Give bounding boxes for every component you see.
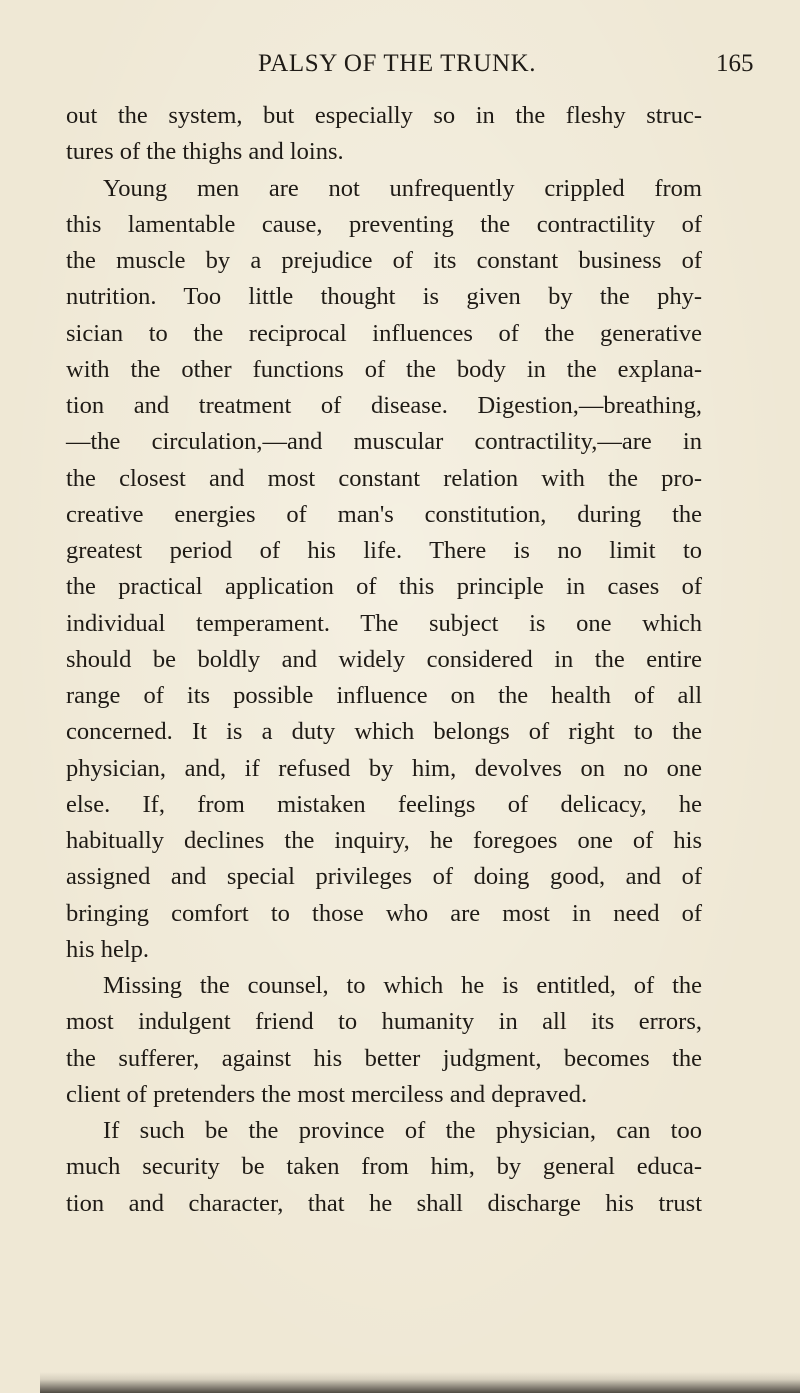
text-line: his help.	[66, 935, 150, 963]
text-line: out the system, but especially so in the fleshy struc-	[66, 102, 702, 129]
page-bottom-edge	[40, 1372, 800, 1393]
running-header	[0, 50, 800, 90]
text-line: assigned and special privileges of doing good, and of	[66, 863, 702, 891]
text-line: habitually declines the inquiry, he foregoes one of his	[66, 827, 702, 854]
text-line: with the other functions of the body in the explana-	[66, 355, 702, 383]
text-line: bringing comfort to those who are most in need of	[66, 899, 702, 927]
text-line: range of its possible influence on the health of all	[66, 682, 702, 709]
text-line: client of pretenders the most merciless and depraved.	[66, 1080, 588, 1108]
running-title: PALSY OF THE TRUNK.	[258, 50, 537, 77]
text-line: tures of the thighs and loins.	[66, 138, 344, 166]
text-line: physician, and, if refused by him, devolves on no one	[66, 754, 702, 782]
text-line: creative energies of man's constitution, during the	[66, 500, 702, 528]
text-line: much security be taken from him, by general educa-	[66, 1153, 702, 1181]
text-line: the sufferer, against his better judgment, becomes the	[66, 1044, 702, 1072]
text-line: should be boldly and widely considered in the entire	[66, 645, 702, 673]
page-number: 165	[716, 50, 754, 77]
text-line: —the circulation,—and muscular contractility,—are in	[66, 428, 702, 456]
text-line: individual temperament. The subject is one which	[66, 609, 702, 637]
text-line: sician to the reciprocal influences of the generative	[66, 319, 702, 347]
body-text	[66, 98, 702, 1222]
text-line: the muscle by a prejudice of its constant business of	[66, 247, 702, 274]
text-line: greatest period of his life. There is no limit to	[66, 537, 702, 564]
paragraph-start-line: Missing the counsel, to which he is entitled, of the	[103, 972, 702, 999]
text-line: tion and treatment of disease. Digestion,—breathing,	[66, 392, 702, 419]
paragraph-start-line: Young men are not unfrequently crippled from	[103, 174, 702, 202]
paragraph-start-line: If such be the province of the physician, can too	[103, 1117, 702, 1144]
text-line: the closest and most constant relation with the pro-	[66, 464, 702, 492]
text-line: this lamentable cause, preventing the contractility of	[66, 210, 702, 238]
text-line: tion and character, that he shall discharge his trust	[66, 1189, 702, 1217]
text-line: nutrition. Too little thought is given by the phy-	[66, 283, 702, 311]
text-line: else. If, from mistaken feelings of delicacy, he	[66, 790, 702, 818]
text-line: most indulgent friend to humanity in all its errors,	[66, 1008, 702, 1036]
text-line: the practical application of this principle in cases of	[66, 573, 702, 601]
text-line: concerned. It is a duty which belongs of right to the	[66, 718, 702, 746]
